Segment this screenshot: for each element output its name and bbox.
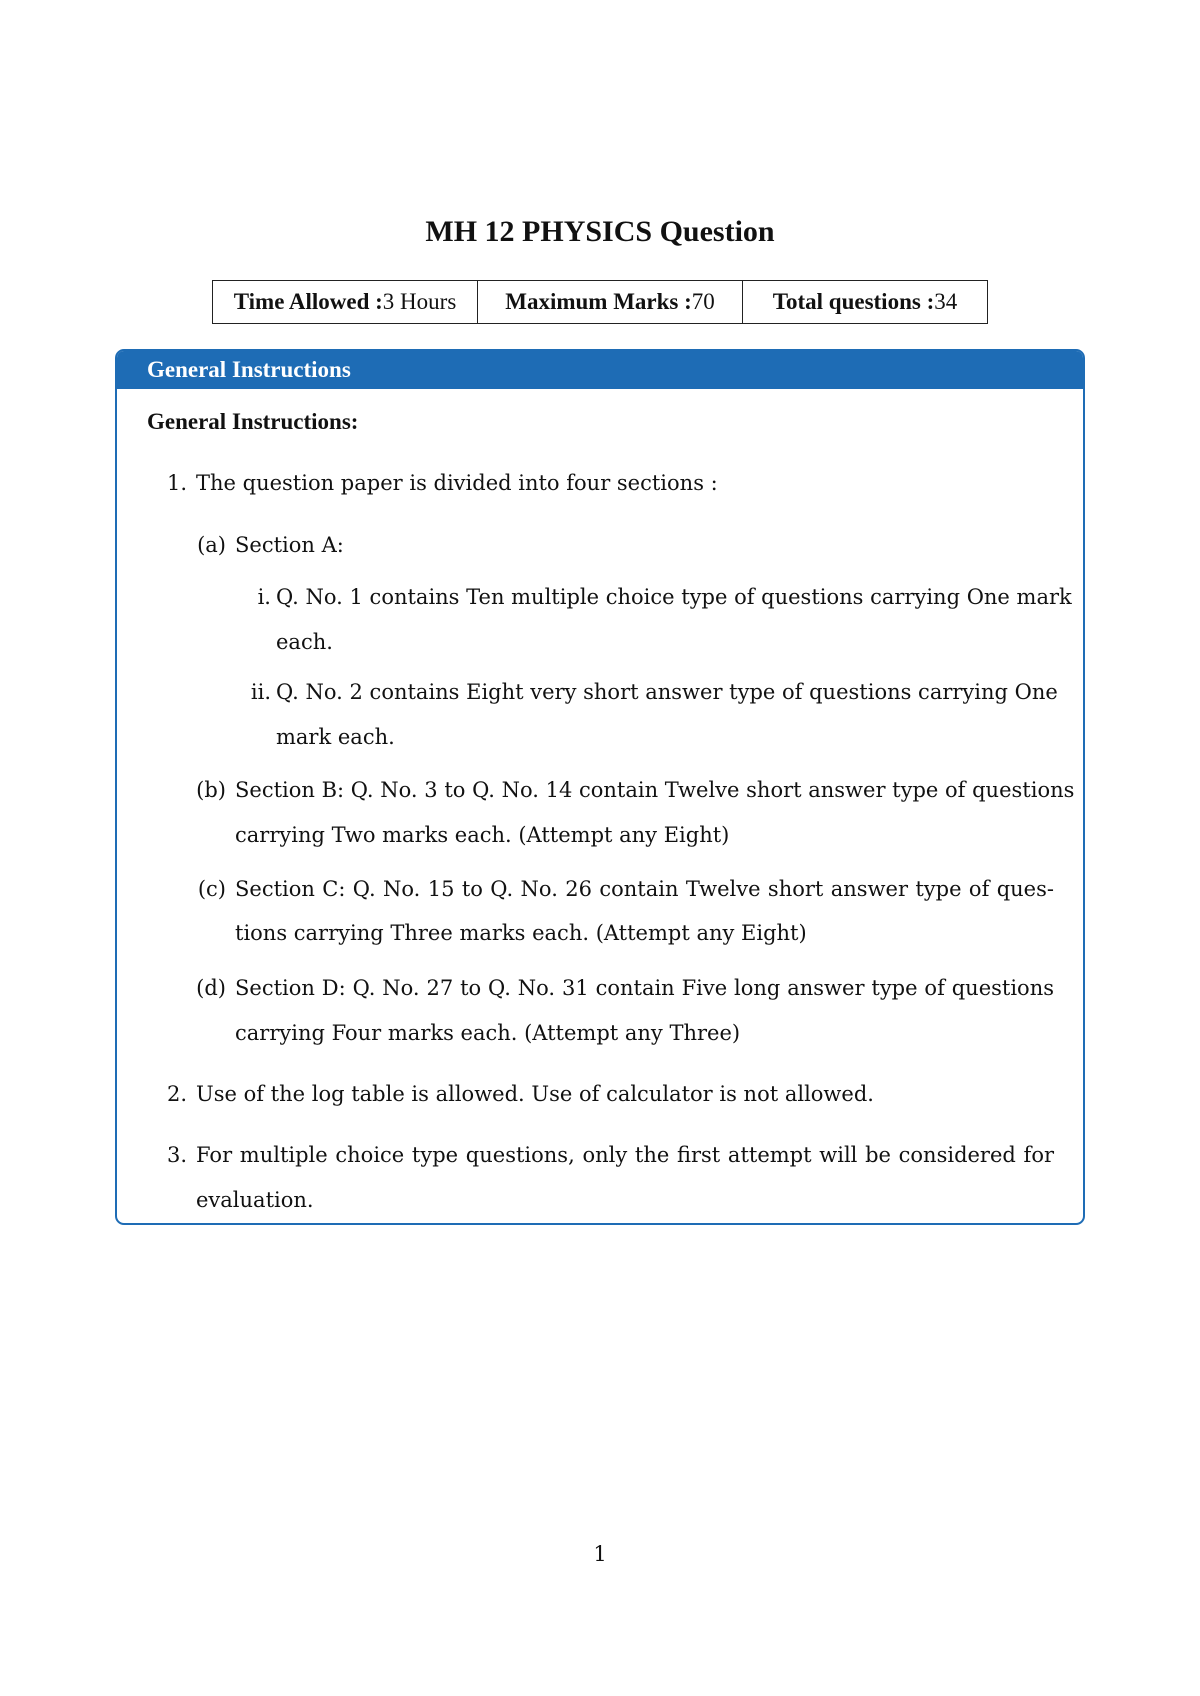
item-1-line-1: The question paper is divided into four sections : (196, 471, 718, 495)
page-number: 1 (593, 1542, 607, 1566)
maximum-marks-label: Maximum Marks : (505, 289, 692, 314)
time-allowed-value: 3 Hours (382, 289, 457, 314)
total-questions-value: 34 (934, 289, 958, 314)
item-3-line-1: For multiple choice type questions, only the first attempt will be considered for (196, 1143, 1054, 1167)
item-1-marker: 1. (166, 471, 187, 495)
total-questions-label: Total questions : (772, 289, 935, 314)
item-1d-marker: (d) (196, 976, 226, 1000)
item-1b-line-2: carrying Two marks each. (Attempt any Eight) (235, 823, 730, 847)
item-3-marker: 3. (166, 1143, 187, 1167)
box-header: General Instructions (117, 351, 1083, 389)
time-allowed-cell (213, 281, 478, 324)
item-1a-ii-marker: ii. (250, 680, 271, 704)
item-3-line-2: evaluation. (196, 1188, 314, 1212)
item-1c-marker: (c) (197, 877, 226, 901)
total-questions-cell (743, 281, 988, 324)
item-1a-marker: (a) (197, 533, 226, 557)
item-1c-line-1: Section C: Q. No. 15 to Q. No. 26 contain Twelve short answer type of ques- (235, 877, 1054, 901)
item-1b-marker: (b) (196, 778, 226, 802)
item-1d-line-1: Section D: Q. No. 27 to Q. No. 31 contain Five long answer type of questions (235, 976, 1054, 1000)
item-1a-i-line-1: Q. No. 1 contains Ten multiple choice type of questions carrying One mark (276, 585, 1072, 609)
item-1a-ii-line-2: mark each. (276, 725, 395, 749)
time-allowed-label: Time Allowed : (233, 289, 383, 314)
item-2-line-1: Use of the log table is allowed. Use of calculator is not allowed. (196, 1082, 874, 1106)
general-instructions-box (115, 349, 1085, 1225)
exam-info-table (212, 280, 988, 324)
item-2-marker: 2. (166, 1082, 187, 1106)
item-1a-i-line-2: each. (276, 630, 333, 654)
item-1a-ii-line-1: Q. No. 2 contains Eight very short answer type of questions carrying One (276, 680, 1058, 704)
maximum-marks-cell (478, 281, 743, 324)
item-1d-line-2: carrying Four marks each. (Attempt any Three) (235, 1021, 741, 1045)
page-title: MH 12 PHYSICS Question (425, 215, 775, 248)
maximum-marks-value: 70 (691, 289, 715, 314)
item-1a-line-1: Section A: (235, 533, 344, 557)
item-1a-i-marker: i. (257, 585, 271, 609)
item-1b-line-1: Section B: Q. No. 3 to Q. No. 14 contain Twelve short answer type of questions (235, 778, 1075, 802)
item-1c-line-2: tions carrying Three marks each. (Attempt any Eight) (235, 921, 807, 945)
instructions-subtitle: General Instructions: (147, 409, 359, 434)
